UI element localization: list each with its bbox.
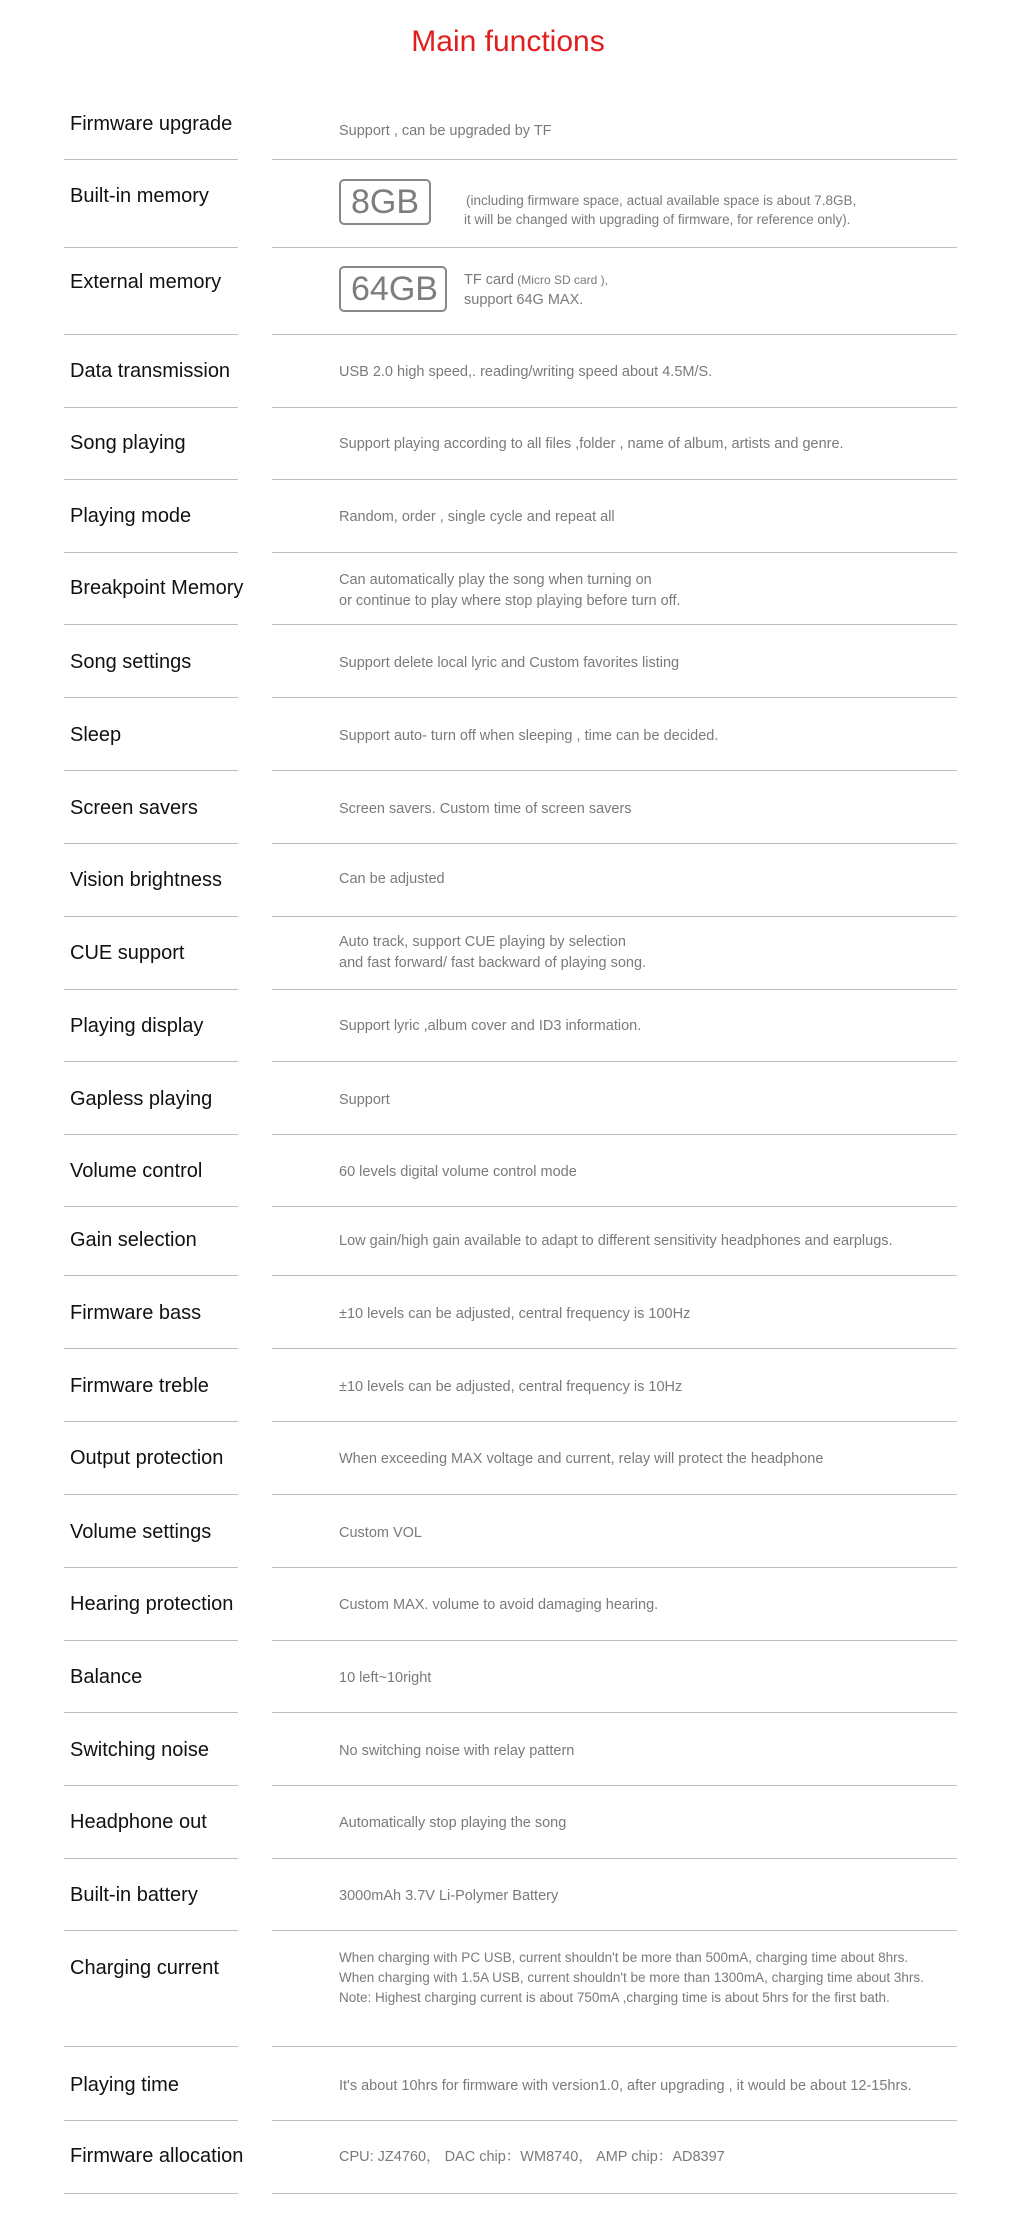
divider — [64, 1275, 238, 1276]
spec-note-main: TF card — [464, 272, 514, 288]
divider — [272, 624, 957, 625]
divider — [272, 1712, 957, 1713]
divider — [272, 697, 957, 698]
spec-label: Playing display — [70, 1015, 204, 1037]
divider — [64, 1785, 238, 1786]
spec-label: Vision brightness — [70, 869, 222, 891]
divider — [272, 247, 957, 248]
divider — [272, 479, 957, 480]
spec-label: Sleep — [70, 724, 122, 746]
spec-value: Random, order , single cycle and repeat all — [339, 509, 615, 525]
spec-value: Note: Highest charging current is about 750mA ,charging time is about 5hrs for the first bath. — [339, 1990, 890, 2005]
divider — [64, 1061, 238, 1062]
divider — [64, 989, 238, 990]
spec-label: Screen savers — [70, 797, 198, 819]
spec-value: Support playing according to all files ,folder , name of album, artists and genre. — [339, 436, 844, 452]
spec-value: and fast forward/ fast backward of playing song. — [339, 955, 647, 971]
divider — [272, 1348, 957, 1349]
spec-value: Support auto- turn off when sleeping , time can be decided. — [339, 728, 719, 744]
divider — [272, 1061, 957, 1062]
divider — [64, 2120, 238, 2121]
divider — [64, 334, 238, 335]
spec-label: Volume settings — [70, 1521, 212, 1543]
divider — [64, 479, 238, 480]
spec-label: Volume control — [70, 1160, 203, 1182]
spec-note — [464, 270, 608, 290]
spec-label: Output protection — [70, 1447, 224, 1469]
spec-value: When charging with 1.5A USB, current shouldn't be more than 1300mA, charging time about 3hrs. — [339, 1970, 924, 1985]
divider — [272, 159, 957, 160]
spec-value: Can be adjusted — [339, 871, 445, 887]
divider — [64, 843, 238, 844]
divider — [64, 552, 238, 553]
divider — [272, 1858, 957, 1859]
spec-label: Firmware bass — [70, 1302, 202, 1324]
page-title: Main functions — [411, 25, 605, 58]
spec-label: Data transmission — [70, 360, 231, 382]
spec-value: It's about 10hrs for firmware with version1.0, after upgrading , it would be about 12-15hrs. — [339, 2078, 912, 2094]
spec-label: Playing time — [70, 2074, 179, 2096]
divider — [64, 697, 238, 698]
spec-note: it will be changed with upgrading of firmware, for reference only). — [464, 212, 851, 227]
spec-label: Switching noise — [70, 1739, 209, 1761]
spec-label: Gapless playing — [70, 1088, 213, 1110]
divider — [64, 916, 238, 917]
divider — [272, 843, 957, 844]
divider — [64, 2046, 238, 2047]
divider — [64, 1348, 238, 1349]
spec-value: Automatically stop playing the song — [339, 1815, 567, 1831]
divider — [272, 1640, 957, 1641]
spec-label: Gain selection — [70, 1229, 197, 1251]
divider — [272, 334, 957, 335]
spec-value: ±10 levels can be adjusted, central frequency is 100Hz — [339, 1306, 691, 1322]
divider — [64, 1421, 238, 1422]
spec-label: Breakpoint Memory — [70, 577, 244, 599]
divider — [64, 1567, 238, 1568]
spec-value: ±10 levels can be adjusted, central frequency is 10Hz — [339, 1379, 683, 1395]
divider — [272, 989, 957, 990]
spec-value: Low gain/high gain available to adapt to different sensitivity headphones and earplugs. — [339, 1233, 893, 1249]
spec-value: Support delete local lyric and Custom favorites listing — [339, 655, 680, 671]
divider — [64, 247, 238, 248]
divider — [64, 1640, 238, 1641]
spec-label: Hearing protection — [70, 1593, 234, 1615]
spec-value: Screen savers. Custom time of screen savers — [339, 801, 632, 817]
divider — [272, 1930, 957, 1931]
divider — [64, 407, 238, 408]
spec-value: Can automatically play the song when turning on — [339, 572, 652, 588]
spec-value: Support — [339, 1092, 390, 1108]
spec-label: Song settings — [70, 651, 192, 673]
divider — [64, 1858, 238, 1859]
spec-value: When charging with PC USB, current shouldn't be more than 500mA, charging time about 8hrs. — [339, 1950, 909, 1965]
divider — [272, 770, 957, 771]
divider — [64, 159, 238, 160]
divider — [64, 1494, 238, 1495]
spec-note: (including firmware space, actual available space is about 7.8GB, — [466, 193, 857, 208]
spec-label: Balance — [70, 1666, 143, 1688]
spec-label: Built-in battery — [70, 1884, 198, 1906]
divider — [272, 2193, 957, 2194]
capacity-badge: 8GB — [339, 179, 431, 225]
spec-note-sub: (Micro SD card ), — [513, 273, 608, 287]
divider — [272, 2120, 957, 2121]
spec-label: Song playing — [70, 432, 186, 454]
divider — [64, 1134, 238, 1135]
spec-label: CUE support — [70, 942, 185, 964]
divider — [272, 1785, 957, 1786]
spec-value: CPU: JZ4760， DAC chip：WM8740， AMP chip：AD8397 — [339, 2149, 725, 2165]
spec-label: Firmware upgrade — [70, 113, 233, 135]
spec-value: Support , can be upgraded by TF — [339, 123, 552, 139]
divider — [272, 1421, 957, 1422]
spec-label: Firmware allocation — [70, 2145, 244, 2167]
divider — [64, 1712, 238, 1713]
spec-value: Custom MAX. volume to avoid damaging hearing. — [339, 1597, 659, 1613]
spec-value: No switching noise with relay pattern — [339, 1743, 575, 1759]
divider — [272, 1134, 957, 1135]
capacity-badge: 64GB — [339, 266, 447, 312]
divider — [272, 1206, 957, 1207]
spec-value: 3000mAh 3.7V Li-Polymer Battery — [339, 1888, 559, 1904]
spec-value: or continue to play where stop playing before turn off. — [339, 593, 681, 609]
divider — [272, 916, 957, 917]
spec-label: Headphone out — [70, 1811, 207, 1833]
spec-value: Auto track, support CUE playing by selection — [339, 934, 626, 950]
divider — [272, 407, 957, 408]
spec-note: support 64G MAX. — [464, 292, 584, 308]
spec-label: Playing mode — [70, 505, 192, 527]
spec-value: When exceeding MAX voltage and current, relay will protect the headphone — [339, 1451, 824, 1467]
divider — [64, 1930, 238, 1931]
divider — [64, 624, 238, 625]
spec-label: Charging current — [70, 1957, 219, 1979]
divider — [272, 2046, 957, 2047]
spec-label: Built-in memory — [70, 185, 209, 207]
divider — [64, 2193, 238, 2194]
divider — [64, 770, 238, 771]
spec-label: Firmware treble — [70, 1375, 209, 1397]
spec-value: 10 left~10right — [339, 1670, 432, 1686]
divider — [272, 1275, 957, 1276]
divider — [272, 552, 957, 553]
divider — [272, 1567, 957, 1568]
spec-value: Support lyric ,album cover and ID3 information. — [339, 1018, 642, 1034]
spec-label: External memory — [70, 271, 222, 293]
divider — [64, 1206, 238, 1207]
spec-value: Custom VOL — [339, 1525, 422, 1541]
divider — [272, 1494, 957, 1495]
spec-value: USB 2.0 high speed,. reading/writing speed about 4.5M/S. — [339, 364, 713, 380]
spec-value: 60 levels digital volume control mode — [339, 1164, 577, 1180]
